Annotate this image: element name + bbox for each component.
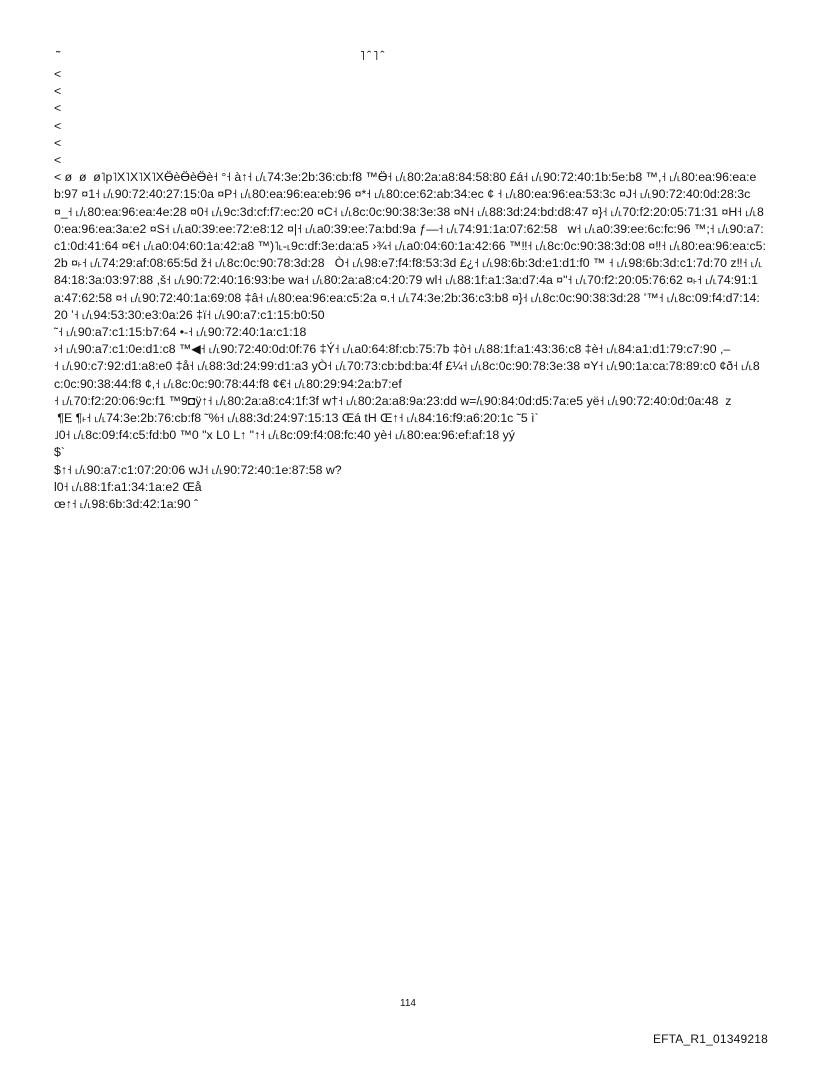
- text-line: < ø ø ø˥p˥X˥X˥X˥XӪèӪèӪè˧ °˧ à↑˧ ˪/˪74:3e:2b:36:cb:f8 ™Ӫ˧ ˪/˪80:2a:a8:84:58:80 £á˧ ˪/˪90:72:40:1b:5e:b8 ™,˧ ˪/˪80:ea:96:ea:eb:97 ¤1˧ ˪/˪90:72:40:27:15:0a ¤P˧ ˪/˪80:ea:96:ea:eb:96 ¤*˧ ˪/˪80:ce:62:ab:34:ec ¢ ˧ ˪/˪80:ea:96:ea:53:3c ¤J˧ ˪/˪90:72:40:0d:28:3c ¤_˧ ˪/˪80:ea:96:ea:4e:28 ¤0˧ ˪/˪9c:3d:cf:f7:ec:20 ¤C˧ ˪/˪8c:0c:90:38:3e:38 ¤N˧ ˪/˪88:3d:24:bd:d8:47 ¤}˧ ˪/˪70:f2:20:05:71:31 ¤H˧ ˪/˪80:ea:96:ea:3a:e2 ¤S˧ ˪/˪a0:39:ee:72:e8:12 ¤|˧ ˪/˪a0:39:ee:7a:bd:9a ƒ—˧ ˪/˪74:91:1a:07:62:58 w˧ ˪/˪a0:39:ee:6c:fc:96 ™;˧ ˪/˪90:a7:c1:0d:41:64 ¤€˧ ˪/˪a0:04:60:1a:42:a8 ™)˥˪-˪9c:df:3e:da:a5 ›¾˧ ˪/˪a0:04:60:1a:42:66 ™‼˧ ˪/˪8c:0c:90:38:3d:08 ¤‼˧ ˪/˪80:ea:96:ea:c5:2b ¤˫˧ ˪/˪74:29:af:08:65:5d ž˧ ˪/˪8c:0c:90:78:3d:28 Ò˧ ˪/˪98:e7:f4:f8:53:3d £¿˧ ˪/˪98:6b:3d:e1:d1:f0 ™ ˧ ˪/˪98:6b:3d:c1:7d:70 z‼˧ ˪/˪84:18:3a:03:97:88 ,š˧ ˪/˪90:72:40:16:93:be wa˧ ˪/˪80:2a:a8:c4:20:79 wl˧ ˪/˪88:1f:a1:3a:d7:4a ¤"˧ ˪/˪70:f2:20:05:76:62 ¤˫˧ ˪/˪74:91:1a:47:62:58 ¤˧ ˪/˪90:72:40:1a:69:08 ‡â˧ ˪/˪80:ea:96:ea:c5:2a ¤.˧ ˪/˪74:3e:2b:36:c3:b8 ¤}˧ ˪/˪8c:0c:90:38:3d:28 ʼ™˧ ˪/˪8c:09:f4:d7:14:20 ʼ˧ ˪/˪94:53:30:e3:0a:26 ‡ï˧ ˪/˪90:a7:c1:15:b0:50: [54, 170, 766, 322]
- text-line: <: [54, 135, 62, 150]
- text-line: ˧ ˪/˪90:c7:92:d1:a8:e0 ‡å˧ ˪/˪88:3d:24:99:d1:a3 yÒ˧ ˪/˪70:73:cb:bd:ba:4f £¼˧ ˪/˪8c:0c:90:78:3e:38 ¤Y˧ ˪/˪90:1a:ca:78:89:c0 ¢ð˧ ˪/˪8c:0c:90:38:44:f8 ¢,˧ ˪/˪8c:0c:90:78:44:f8 ¢€˧ ˪/˪80:29:94:2a:b7:ef: [54, 359, 760, 391]
- header-center-mark: ˥ˆ˥ˆ: [360, 48, 387, 63]
- header-marks: [56, 48, 760, 64]
- text-line: $↑˧ ˪/˪90:a7:c1:07:20:06 wJ˧ ˪/˪90:72:40:1e:87:58 w?: [54, 462, 342, 477]
- text-line: ›˧ ˪/˪90:a7:c1:0e:d1:c8 ™◀˧ ˪/˪90:72:40:0d:0f:76 ‡Ý˧ ˪/˪a0:64:8f:cb:75:7b ‡ò˧ ˪/˪88:1f:a1:43:36:c8 ‡è˧ ˪/˪84:a1:d1:79:c7:90 ,–: [54, 342, 731, 357]
- page-number: 114: [400, 998, 416, 1009]
- text-line: <: [54, 153, 62, 168]
- text-line: ¶E ¶˫˧ ˪/˪74:3e:2b:76:cb:f8 ˜%˧ ˪/˪88:3d:24:97:15:13 Œá tH Œ↑˧ ˪/˪84:16:f9:a6:20:1c ˜5 ì`: [54, 411, 539, 426]
- text-line: $`: [54, 445, 65, 460]
- text-line: ˜˧ ˪/˪90:a7:c1:15:b7:64 •-˧ ˪/˪90:72:40:1a:c1:18: [54, 325, 307, 340]
- text-line: <: [54, 67, 62, 81]
- document-id: EFTA_R1_01349218: [652, 1032, 768, 1046]
- text-line: œ↑˧ ˪/˪98:6b:3d:42:1a:90 ˆ: [54, 497, 199, 512]
- encoded-text-block: [54, 66, 766, 513]
- text-line: ˧ ˪/˪70:f2:20:06:9c:f1 ™9◘ÿ↑˧ ˪/˪80:2a:a8:c4:1f:3f w†˧ ˪/˪80:2a:a8:9a:23:dd w=/˪90:84:0d:d5:7a:e5 yë˧ ˪/˪90:72:40:0d:0a:48 z: [54, 393, 732, 408]
- text-line: <: [54, 118, 62, 133]
- header-left-mark: ˜: [56, 48, 61, 63]
- text-line: <: [54, 84, 62, 99]
- text-line: l0˧ ˪/˪88:1f:a1:34:1a:e2 Œå: [54, 479, 202, 494]
- text-line: <: [54, 101, 62, 116]
- text-line: ˩0˧ ˪/˪8c:09:f4:c5:fd:b0 ™0 "x L0 L↑ "↑˧ ˪/˪8c:09:f4:08:fc:40 yè˧ ˪/˪80:ea:96:ef:af:18 yý: [54, 428, 515, 443]
